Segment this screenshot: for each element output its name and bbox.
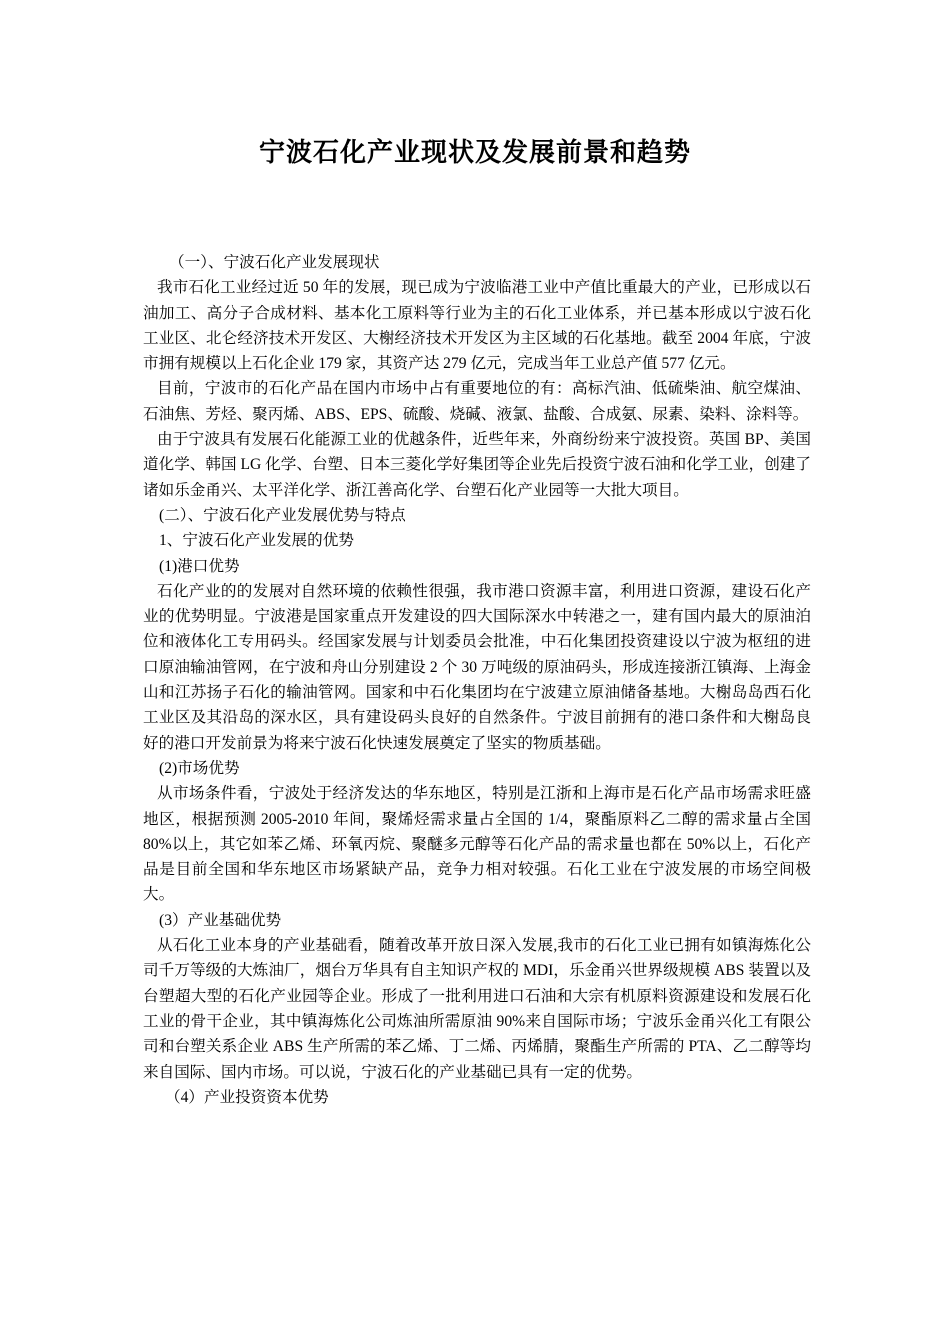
section-heading: (2)市场优势 (159, 759, 240, 777)
section-heading: （4）产业投资资本优势 (165, 1088, 329, 1106)
body-paragraph: 从市场条件看，宁波处于经济发达的华东地区，特别是江浙和上海市是石化产品市场需求旺盛地区，根据预测 2005-2010 年间，聚烯烃需求量占全国的 1/4，聚酯原料乙二醇的需求量占全国 80%以上，其它如苯乙烯、环氧丙烷、聚醚多元醇等石化产品的需求量也都在 50%以上，石化产品是目前全国和华东地区市场紧缺产品，竞争力相对较强。石化工业在宁波发展的市场空间极大。 (143, 785, 811, 904)
section-heading: 1、宁波石化产业发展的优势 (159, 532, 354, 550)
section-heading: (二）、宁波石化产业发展优势与特点 (159, 506, 406, 524)
document-body (143, 250, 811, 1110)
body-paragraph: 石化产业的的发展对自然环境的依赖性很强，我市港口资源丰富，利用进口资源，建设石化产业的优势明显。宁波港是国家重点开发建设的四大国际深水中转港之一，建有国内最大的原油泊位和液体化工专用码头。经国家发展与计划委员会批准，中石化集团投资建设以宁波为枢纽的进口原油输油管网，在宁波和舟山分别建设 2 个 30 万吨级的原油码头，形成连接浙江镇海、上海金山和江苏扬子石化的输油管网。国家和中石化集团均在宁波建立原油储备基地。大榭岛岛西石化工业区及其沿岛的深水区，具有建设码头良好的自然条件。宁波目前拥有的港口条件和大榭岛良好的港口开发前景为将来宁波石化快速发展奠定了坚实的物质基础。 (143, 582, 811, 752)
body-paragraph: 目前，宁波市的石化产品在国内市场中占有重要地位的有：高标汽油、低硫柴油、航空煤油、石油焦、芳烃、聚丙烯、ABS、EPS、硫酸、烧碱、液氯、盐酸、合成氨、尿素、染料、涂料等。 (143, 380, 811, 423)
document-title: 宁波石化产业现状及发展前景和趋势 (258, 138, 691, 168)
body-paragraph: 我市石化工业经过近 50 年的发展，现已成为宁波临港工业中产值比重最大的产业，已形成以石油加工、高分子合成材料、基本化工原料等行业为主的石化工业体系，并已基本形成以宁波石化工业区、北仑经济技术开发区、大榭经济技术开发区为主区域的石化基地。截至 2004 年底，宁波市拥有规模以上石化企业 179 家，其资产达 279 亿元，完成当年工业总产值 577 亿元。 (143, 279, 811, 373)
section-heading: （一）、宁波石化产业发展现状 (169, 254, 380, 271)
body-paragraph: 由于宁波具有发展石化能源工业的优越条件，近些年来，外商纷纷来宁波投资。英国 BP、美国道化学、韩国 LG 化学、台塑、日本三菱化学好集团等企业先后投资宁波石油和化学工业，创建了诸如乐金甬兴、太平洋化学、浙江善高化学、台塑石化产业园等一大批大项目。 (143, 431, 811, 499)
body-paragraph: 从石化工业本身的产业基础看，随着改革开放日深入发展,我市的石化工业已拥有如镇海炼化公司千万等级的大炼油厂，烟台万华具有自主知识产权的 MDI，乐金甬兴世界级规模 ABS 装置以及台塑超大型的石化产业园等企业。形成了一批利用进口石油和大宗有机原料资源建设和发展石化工业的骨干企业，其中镇海炼化公司炼油所需原油 90%来自国际市场；宁波乐金甬兴化工有限公司和台塑关系企业 ABS 生产所需的苯乙烯、丁二烯、丙烯腈，聚酯生产所需的 PTA、乙二醇等均来自国际、国内市场。可以说，宁波石化的产业基础已具有一定的优势。 (143, 937, 811, 1081)
section-heading: (3）产业基础优势 (159, 911, 282, 929)
section-heading: (1)港口优势 (159, 557, 240, 575)
